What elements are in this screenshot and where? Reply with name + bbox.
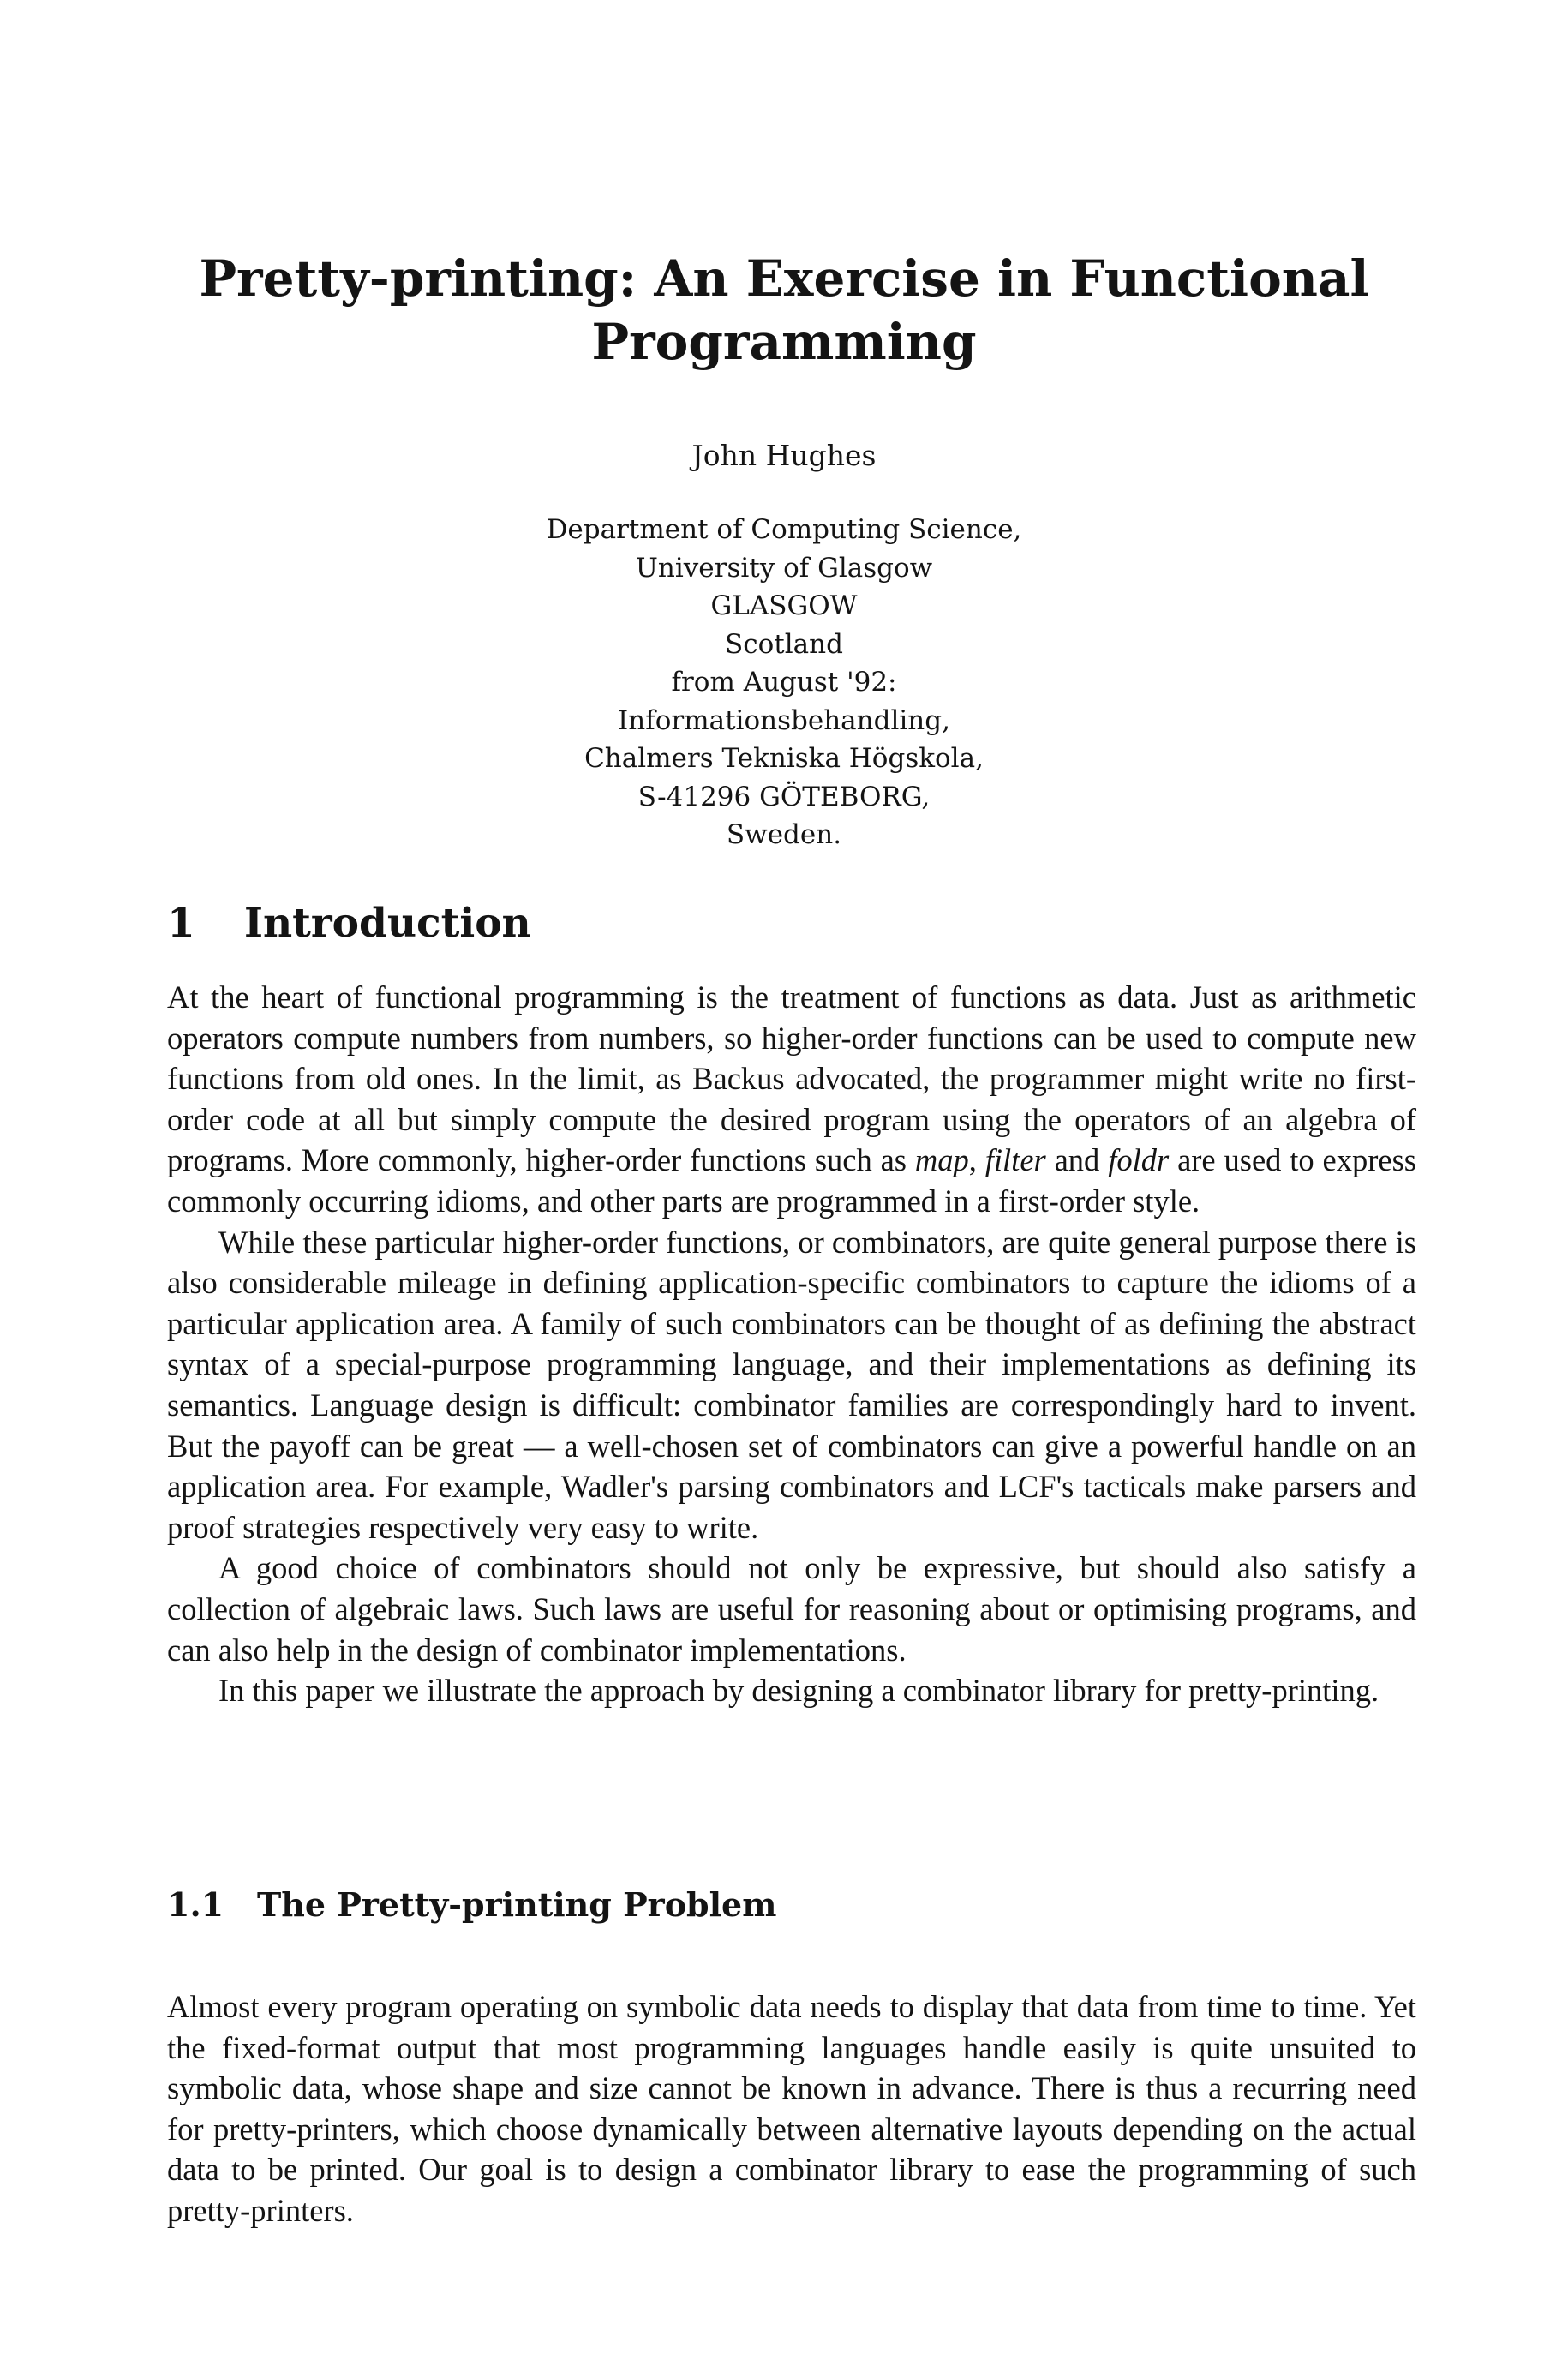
author-affiliation: [0, 511, 1568, 854]
code-term-foldr: foldr: [1108, 1142, 1170, 1178]
subsection-number: 1.1: [167, 1885, 224, 1924]
code-term-filter: filter: [984, 1142, 1046, 1178]
affiliation-line: Department of Computing Science,: [546, 514, 1022, 545]
affiliation-line: from August '92:: [671, 667, 897, 698]
author-name: John Hughes: [691, 439, 877, 472]
paragraph: In this paper we illustrate the approach by designing a combinator library for pretty-printing.: [218, 1673, 1379, 1709]
section-number: 1: [167, 900, 195, 947]
title-line-1: Pretty-printing: An Exercise in Functional: [199, 249, 1369, 308]
affiliation-line: Sweden.: [726, 819, 842, 850]
affiliation-line: S-41296 GÖTEBORG,: [637, 781, 931, 812]
introduction-body: [167, 977, 1416, 1711]
paragraph: Almost every program operating on symbolic data needs to display that data from time to time. Yet the fixed-format output that most programming languages handle easily is quite unsuited to symbolic data, whose shape and size cannot be known in advance. There is thus a recurring need for pretty-printers, which choose dynamically between alternative layouts depending on the actual data to be printed. Our goal is to design a combinator library to ease the programming of such pretty-printers.: [167, 1989, 1416, 2228]
paragraph: At the heart of functional programming is the treatment of functions as data. Just as arithmetic operators compute numbers from numbers, so higher-order functions can be used to compute new functions from old ones. In the limit, as Backus advocated, the programmer might write no first-order code at all but simply compute the desired program using the operators of an algebra of programs. More commonly, higher-order functions such as map, filter and foldr are used to express commonly occurring idioms, and other parts are programmed in a first-order style.: [167, 979, 1417, 1219]
paper-title: [0, 247, 1568, 374]
paragraph: While these particular higher-order functions, or combinators, are quite general purpose there is also considerable mileage in defining application-specific combinators to capture the idioms of a particular application area. A family of such combinators can be thought of as defining the abstract syntax of a special-purpose programming language, and their implementations as defining its semantics. Language design is difficult: combinator families are correspondingly hard to invent. But the payoff can be great — a well-chosen set of combinators can give a powerful handle on an application area. For example, Wadler's parsing combinators and LCF's tacticals make parsers and proof strategies respectively very easy to write.: [167, 1224, 1416, 1545]
title-line-2: Programming: [591, 313, 977, 371]
affiliation-line: University of Glasgow: [635, 552, 933, 584]
pretty-printing-problem-body: [167, 1986, 1416, 2231]
affiliation-line: GLASGOW: [710, 590, 858, 621]
affiliation-line: Informationsbehandling,: [618, 704, 950, 736]
subsection-title: The Pretty-printing Problem: [257, 1885, 777, 1924]
section-heading-introduction: [167, 900, 531, 947]
subsection-heading-pretty-printing-problem: [167, 1885, 776, 1924]
affiliation-line: Scotland: [725, 628, 843, 660]
paragraph: A good choice of combinators should not only be expressive, but should also satisfy a collection of algebraic laws. Such laws are useful for reasoning about or optimising programs, and can also help in the design of combinator implementations.: [167, 1550, 1416, 1668]
section-title: Introduction: [244, 900, 531, 947]
affiliation-line: Chalmers Tekniska Högskola,: [584, 743, 984, 774]
code-term-map: map: [914, 1142, 969, 1178]
